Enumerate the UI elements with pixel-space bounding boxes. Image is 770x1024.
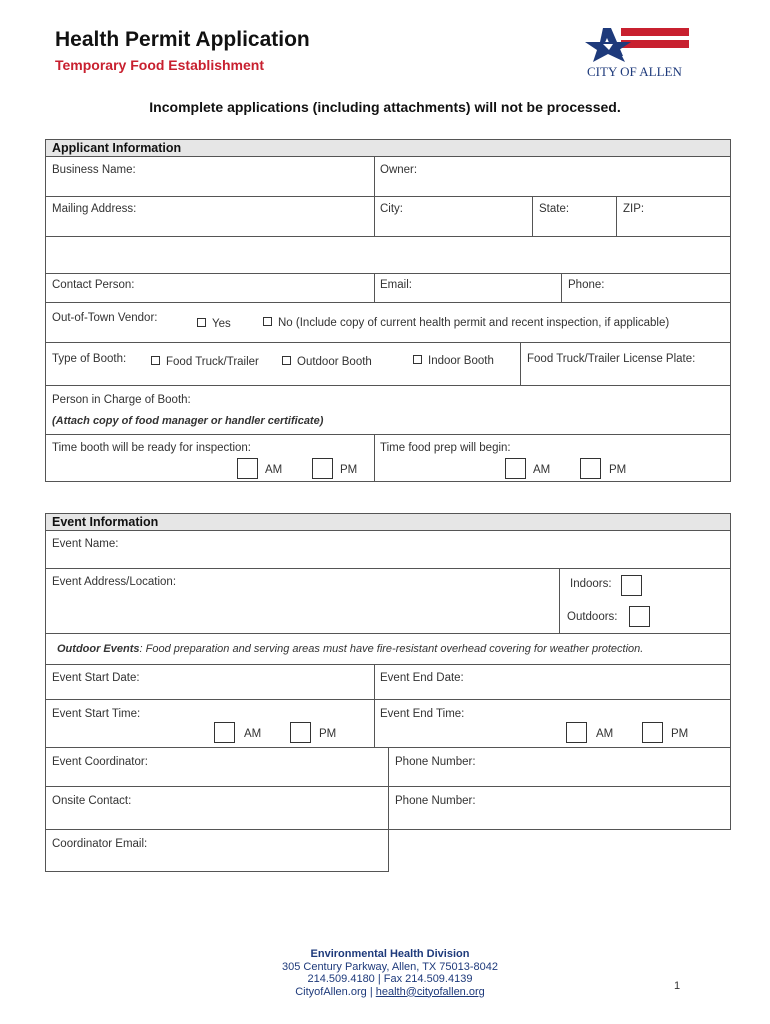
person-in-charge-field[interactable] bbox=[45, 385, 731, 435]
business-name-label: Business Name: bbox=[52, 164, 136, 176]
city-label: City: bbox=[380, 203, 403, 215]
start-time-am-checkbox[interactable] bbox=[214, 722, 235, 743]
onsite-phone-label: Phone Number: bbox=[395, 795, 476, 807]
event-end-time-row bbox=[374, 699, 731, 748]
indoors-label: Indoors: bbox=[570, 578, 612, 590]
food-truck-label: Food Truck/Trailer bbox=[166, 356, 259, 368]
page-title: Health Permit Application bbox=[55, 28, 310, 51]
event-address-label: Event Address/Location: bbox=[52, 576, 177, 588]
state-label: State: bbox=[539, 203, 570, 215]
event-start-date-label: Event Start Date: bbox=[52, 672, 140, 684]
logo-text: CITY OF ALLEN bbox=[587, 64, 682, 79]
out-of-town-yes-checkbox[interactable] bbox=[197, 318, 206, 327]
out-of-town-label: Out-of-Town Vendor: bbox=[52, 312, 158, 324]
notice: Incomplete applications (including attachments) will not be processed. bbox=[149, 99, 621, 115]
address-continuation-field[interactable] bbox=[45, 236, 731, 274]
contact-person-label: Contact Person: bbox=[52, 279, 135, 291]
indoor-booth-label: Indoor Booth bbox=[428, 355, 494, 367]
event-coordinator-label: Event Coordinator: bbox=[52, 756, 148, 768]
footer bbox=[230, 948, 550, 998]
out-of-town-yes-label: Yes bbox=[212, 318, 231, 330]
booth-ready-pm-checkbox[interactable] bbox=[312, 458, 333, 479]
event-end-date-label: Event End Date: bbox=[380, 672, 464, 684]
zip-label: ZIP: bbox=[623, 203, 645, 215]
food-truck-checkbox[interactable] bbox=[151, 356, 160, 365]
owner-field[interactable] bbox=[374, 156, 731, 197]
booth-type-label: Type of Booth: bbox=[52, 353, 127, 365]
outdoor-booth-label: Outdoor Booth bbox=[297, 356, 372, 368]
end-time-am-label: AM bbox=[596, 728, 614, 740]
mailing-address-label: Mailing Address: bbox=[52, 203, 137, 215]
outdoors-label: Outdoors: bbox=[567, 611, 618, 623]
event-start-time-label: Event Start Time: bbox=[52, 708, 141, 720]
indoors-checkbox[interactable] bbox=[621, 575, 642, 596]
outdoor-booth-checkbox[interactable] bbox=[282, 356, 291, 365]
owner-label: Owner: bbox=[380, 164, 418, 176]
prep-begin-am-checkbox[interactable] bbox=[505, 458, 526, 479]
booth-ready-am-checkbox[interactable] bbox=[237, 458, 258, 479]
footer-website-link[interactable]: CityofAllen.org bbox=[295, 985, 367, 998]
start-time-pm-label: PM bbox=[319, 728, 337, 740]
onsite-phone-field[interactable] bbox=[388, 786, 731, 830]
city-of-allen-logo bbox=[585, 24, 691, 80]
coordinator-phone-label: Phone Number: bbox=[395, 756, 476, 768]
end-time-am-checkbox[interactable] bbox=[566, 722, 587, 743]
footer-email-link[interactable]: health@cityofallen.org bbox=[375, 985, 485, 998]
certificate-note: (Attach copy of food manager or handler certificate) bbox=[52, 415, 324, 427]
booth-ready-label: Time booth will be ready for inspection: bbox=[52, 442, 252, 454]
event-start-time-row bbox=[45, 699, 375, 748]
booth-ready-am-label: AM bbox=[265, 464, 283, 476]
prep-begin-am-label: AM bbox=[533, 464, 551, 476]
footer-separator: | bbox=[366, 985, 376, 998]
phone-label: Phone: bbox=[568, 279, 605, 291]
event-name-label: Event Name: bbox=[52, 538, 119, 550]
outdoor-events-text: Outdoor Events: Food preparation and serving areas must have fire-resistant overhead covering for weather protection. bbox=[57, 643, 644, 655]
applicant-section-heading: Applicant Information bbox=[45, 139, 731, 157]
end-time-pm-label: PM bbox=[671, 728, 689, 740]
page-subtitle: Temporary Food Establishment bbox=[55, 57, 264, 73]
indoor-booth-checkbox[interactable] bbox=[413, 355, 422, 364]
footer-division: Environmental Health Division bbox=[310, 948, 470, 960]
booth-ready-pm-label: PM bbox=[340, 464, 358, 476]
event-name-field[interactable] bbox=[45, 530, 731, 569]
end-time-pm-checkbox[interactable] bbox=[642, 722, 663, 743]
person-in-charge-label: Person in Charge of Booth: bbox=[52, 394, 191, 406]
prep-begin-label: Time food prep will begin: bbox=[380, 442, 511, 454]
footer-address: 305 Century Parkway, Allen, TX 75013-8042 bbox=[281, 960, 499, 973]
coordinator-email-label: Coordinator Email: bbox=[52, 838, 148, 850]
out-of-town-no-label: No (Include copy of current health permit and recent inspection, if applicable) bbox=[278, 317, 670, 329]
out-of-town-no-checkbox[interactable] bbox=[263, 317, 272, 326]
prep-begin-pm-checkbox[interactable] bbox=[580, 458, 601, 479]
onsite-contact-field[interactable] bbox=[45, 786, 389, 830]
email-label: Email: bbox=[380, 279, 412, 291]
page-number: 1 bbox=[674, 980, 681, 992]
license-plate-label: Food Truck/Trailer License Plate: bbox=[527, 353, 696, 365]
prep-begin-pm-label: PM bbox=[609, 464, 627, 476]
business-name-field[interactable] bbox=[45, 156, 375, 197]
footer-phone-fax: 214.509.4180 | Fax 214.509.4139 bbox=[307, 973, 473, 985]
outdoors-checkbox[interactable] bbox=[629, 606, 650, 627]
start-time-pm-checkbox[interactable] bbox=[290, 722, 311, 743]
coordinator-email-field[interactable] bbox=[45, 829, 389, 872]
start-time-am-label: AM bbox=[244, 728, 262, 740]
onsite-contact-label: Onsite Contact: bbox=[52, 795, 132, 807]
event-section-heading: Event Information bbox=[45, 513, 731, 531]
event-end-time-label: Event End Time: bbox=[380, 708, 465, 720]
